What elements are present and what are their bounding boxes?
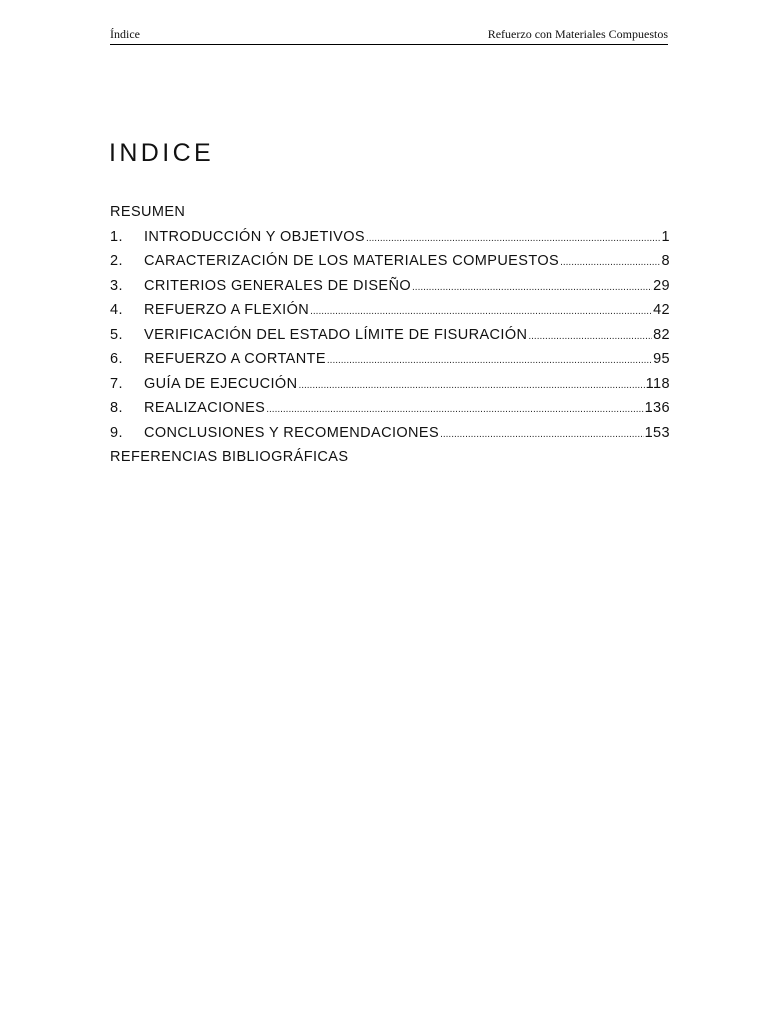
toc-entry-title: REALIZACIONES <box>144 400 266 416</box>
toc-resumen[interactable]: RESUMEN <box>110 204 186 220</box>
toc-dot-leader <box>298 374 644 399</box>
toc-entry-page: 82 <box>653 326 670 343</box>
table-of-contents <box>110 200 670 470</box>
toc-entry-number: 8. <box>110 400 123 416</box>
toc-entry-9[interactable] <box>110 421 670 446</box>
toc-entry-number: 5. <box>110 326 123 343</box>
toc-entry-number: 4. <box>110 302 123 318</box>
toc-entry-7[interactable] <box>110 372 670 397</box>
toc-entry-page: 153 <box>644 424 670 441</box>
header-section-name: Índice <box>110 27 140 41</box>
toc-entry-number: 1. <box>110 228 123 245</box>
toc-dot-leader <box>266 398 643 423</box>
toc-entry-page: 1 <box>661 228 670 245</box>
toc-entry-title: REFUERZO A CORTANTE <box>144 351 326 367</box>
toc-entry-title: INTRODUCCIÓN Y OBJETIVOS <box>144 228 365 245</box>
toc-dot-leader <box>366 227 661 252</box>
header-document-title: Refuerzo con Materiales Compuestos <box>487 27 668 41</box>
toc-dot-leader <box>412 276 652 301</box>
toc-entry-title: GUÍA DE EJECUCIÓN <box>144 375 298 392</box>
toc-entry-page: 118 <box>645 375 670 392</box>
toc-entry-title: CONCLUSIONES Y RECOMENDACIONES <box>144 424 440 441</box>
toc-entry-1[interactable] <box>110 225 670 250</box>
toc-entry-number: 9. <box>110 424 123 441</box>
toc-entry-page: 29 <box>653 277 670 294</box>
toc-dot-leader <box>440 423 644 448</box>
toc-entry-page: 95 <box>653 351 670 367</box>
toc-dot-leader <box>528 325 652 350</box>
toc-entry-title: CARACTERIZACIÓN DE LOS MATERIALES COMPUESTOS <box>144 253 560 269</box>
toc-dot-leader <box>327 349 652 374</box>
toc-entry-number: 6. <box>110 351 123 367</box>
toc-entry-3[interactable] <box>110 274 670 299</box>
toc-entry-title: VERIFICACIÓN DEL ESTADO LÍMITE DE FISURACIÓN <box>144 326 528 343</box>
toc-entry-6[interactable] <box>110 347 670 372</box>
toc-entry-page: 42 <box>653 302 670 318</box>
toc-entry-number: 7. <box>110 375 123 392</box>
toc-entry-number: 3. <box>110 277 123 294</box>
toc-dot-leader <box>310 300 652 325</box>
toc-entry-5[interactable] <box>110 323 670 348</box>
toc-entry-4[interactable] <box>110 298 670 323</box>
toc-entry-title: CRITERIOS GENERALES DE DISEÑO <box>144 277 412 294</box>
toc-entry-title: REFUERZO A FLEXIÓN <box>144 302 310 318</box>
page-title: INDICE <box>109 139 215 167</box>
toc-entry-page: 136 <box>644 400 670 416</box>
toc-entry-8[interactable] <box>110 396 670 421</box>
toc-entry-2[interactable] <box>110 249 670 274</box>
toc-referencias[interactable]: REFERENCIAS BIBLIOGRÁFICAS <box>110 449 349 465</box>
toc-entry-page: 8 <box>661 253 670 269</box>
running-header <box>110 26 668 45</box>
toc-entry-number: 2. <box>110 253 123 269</box>
toc-dot-leader <box>560 251 660 276</box>
